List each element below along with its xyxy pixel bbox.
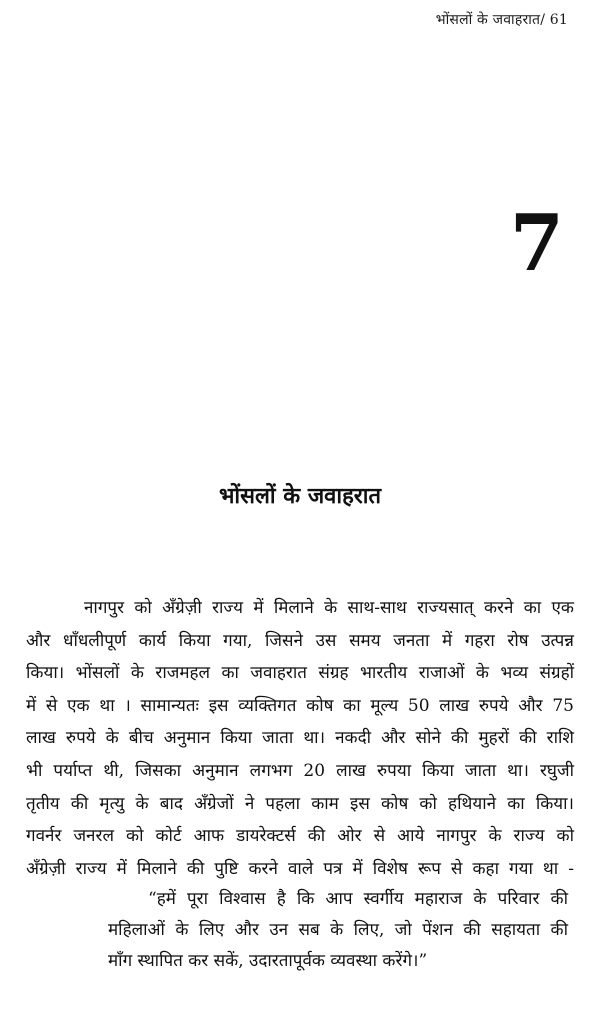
- chapter-number: 7: [509, 198, 564, 289]
- paragraph-line: अँग्रेज़ी राज्य में मिलाने की पुष्टि करने वाले पत्र में विशेष रूप से कहा गया था -: [26, 858, 574, 879]
- paragraph-line: और धाँधलीपूर्ण कार्य किया गया, जिसने उस समय जनता में गहरा रोष उत्पन्न: [26, 630, 574, 651]
- paragraph-line: किया। भोंसलों के राजमहल का जवाहरात संग्रह भारतीय राजाओं के भव्य संग्रहों: [26, 663, 574, 684]
- chapter-title: भोंसलों के जवाहरात: [218, 483, 382, 509]
- paragraph-line: लाख रुपये के बीच अनुमान किया जाता था। नकदी और सोने की मुहरों की राशि: [26, 728, 574, 749]
- quotation-line: “हमें पूरा विश्वास है कि आप स्वर्गीय महाराज के परिवार की: [148, 889, 568, 909]
- body-paragraph: [26, 592, 574, 885]
- paragraph-line: में से एक था । सामान्यतः इस व्यक्तिगत कोष का मूल्य 50 लाख रुपये और 75: [26, 695, 574, 716]
- paragraph-line: गवर्नर जनरल को कोर्ट आफ डायरेक्टर्स की ओर से आये नागपुर के राज्य को: [26, 826, 574, 847]
- quotation-line: महिलाओं के लिए और उन सब के लिए, जो पेंशन की सहायता की: [108, 920, 568, 940]
- paragraph-line: नागपुर को अँग्रेज़ी राज्य में मिलाने के साथ-साथ राज्यसात् करने का एक: [84, 598, 574, 618]
- quotation-line: माँग स्थापित कर सकें, उदारतापूर्वक व्यवस्था करेंगे।”: [108, 951, 428, 971]
- block-quotation: [108, 884, 568, 977]
- paragraph-line: तृतीय की मृत्यु के बाद अँग्रेजों ने पहला काम इस कोष को हथियाने का किया।: [26, 793, 574, 814]
- paragraph-line: भी पर्याप्त थी, जिसका अनुमान लगभग 20 लाख रुपया किया जाता था। रघुजी: [26, 760, 574, 781]
- running-head: भोंसलों के जवाहरात/ 61: [435, 12, 568, 28]
